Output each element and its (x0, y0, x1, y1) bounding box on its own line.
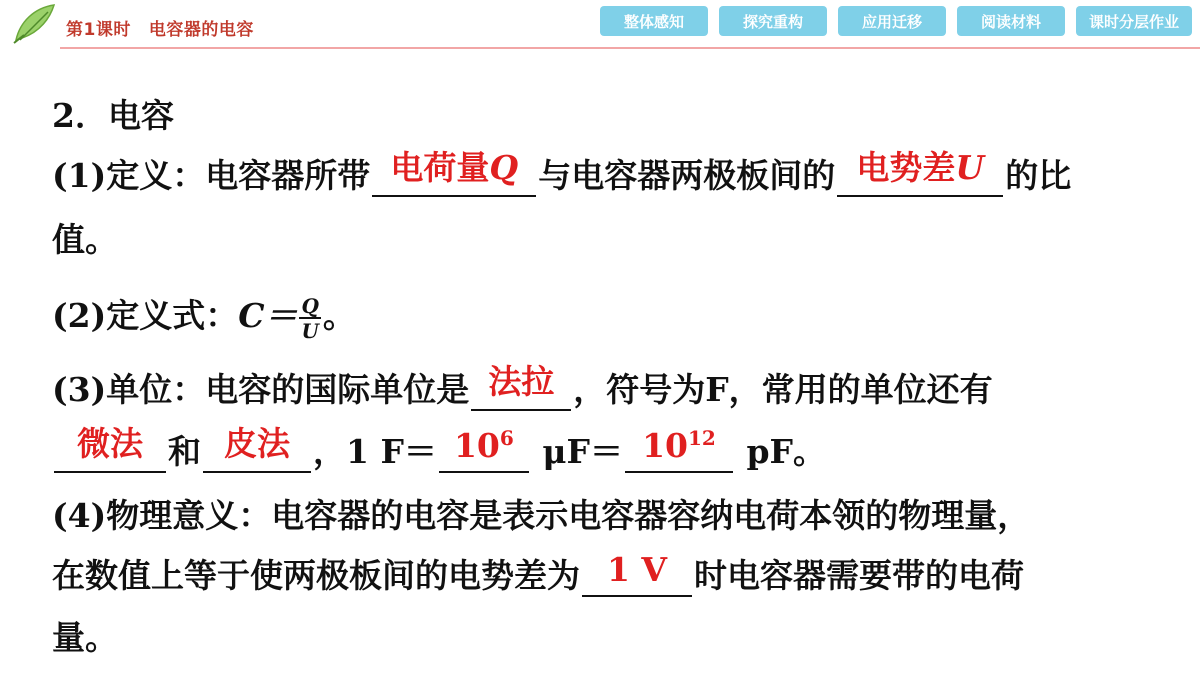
header-divider (60, 47, 1200, 49)
answer-exp6: $10^6$ (453, 426, 514, 465)
answer-blank-exp12 (625, 426, 733, 473)
nav-homework-button[interactable]: 课时分层作业 (1076, 6, 1192, 36)
answer-voltage: 电势差U (856, 148, 985, 187)
lesson-number: 第1课时 (66, 20, 131, 40)
feather-logo-icon (10, 2, 60, 46)
answer-exp12: $10^{12}$ (642, 426, 716, 465)
answer-microfarad: 微法 (77, 424, 143, 463)
formula-fraction: $\frac{Q}{U}$ (301, 293, 319, 343)
meaning-line-3: 量。 (52, 618, 118, 657)
nav-overview-button[interactable]: 整体感知 (600, 6, 708, 36)
nav-reading-button[interactable]: 阅读材料 (957, 6, 1065, 36)
answer-blank-charge (372, 148, 536, 197)
answer-blank-volt (582, 550, 692, 597)
answer-charge: 电荷量Q (390, 148, 519, 187)
section-heading: 2．电容 (52, 96, 174, 135)
unit-line: (3)单位：电容的国际单位是 法拉 ，符号为F，常用的单位还有 (52, 364, 993, 411)
answer-blank-farad (471, 362, 571, 411)
answer-blank-microfarad (54, 424, 166, 473)
meaning-line-2: 在数值上等于使两极板间的电势差为 1 V 时电容器需要带的电荷 (52, 550, 1024, 595)
nav-apply-button[interactable]: 应用迁移 (838, 6, 946, 36)
nav-explore-button[interactable]: 探究重构 (719, 6, 827, 36)
formula-lhs: C＝ (238, 296, 298, 335)
answer-farad: 法拉 (488, 362, 555, 401)
lesson-name: 电容器的电容 (148, 20, 254, 40)
answer-volt: 1 V (606, 550, 668, 589)
unit-line-2: 微法 和 皮法 ，1 F＝ $10^6$ μF＝ $10^{12}$ pF。 (52, 426, 826, 473)
answer-blank-exp6 (439, 426, 529, 473)
definition-line: (1)定义：电容器所带 电荷量Q 与电容器两极板间的 电势差U 的比 (52, 150, 1071, 197)
nav-bar (600, 6, 1192, 36)
lesson-title (66, 15, 254, 40)
answer-picofarad: 皮法 (224, 424, 290, 463)
slide-header (0, 0, 1200, 50)
meaning-line-1: (4)物理意义：电容器的电容是表示电容器容纳电荷本领的物理量， (52, 496, 1031, 535)
answer-blank-picofarad (203, 424, 311, 473)
definition-cont: 值。 (52, 220, 118, 259)
formula-line: (2)定义式：C＝ $\frac{Q}{U}$ 。 (52, 293, 356, 343)
answer-blank-voltage (837, 148, 1003, 197)
